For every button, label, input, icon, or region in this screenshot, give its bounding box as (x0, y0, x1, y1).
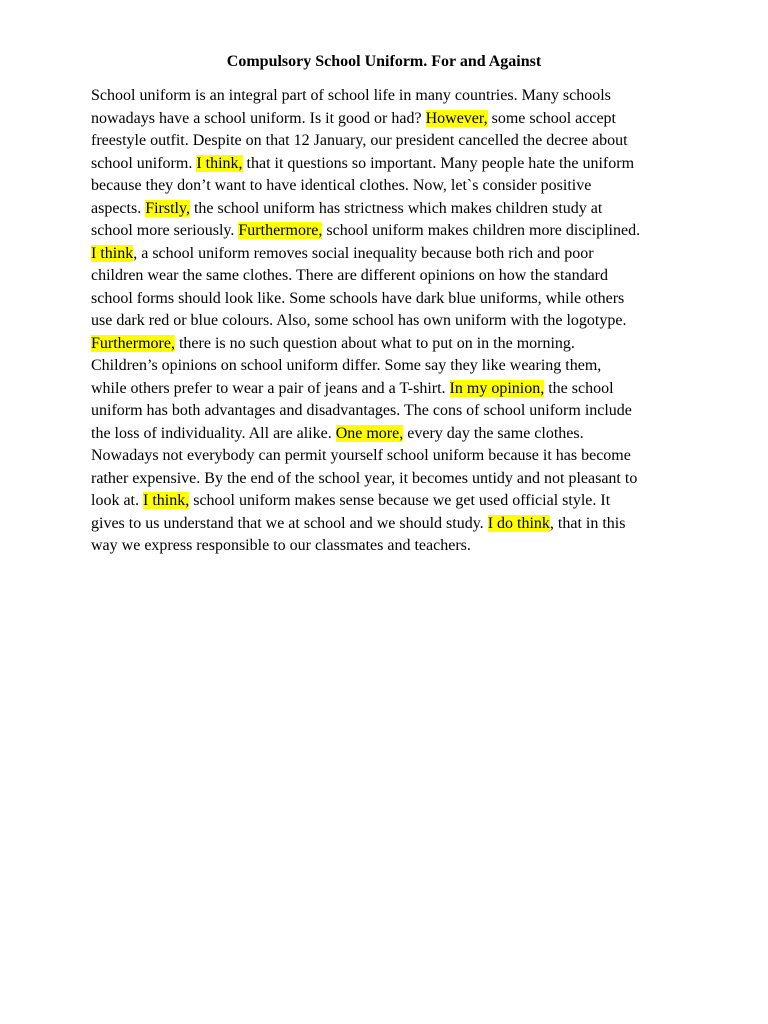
highlighted-phrase: Firstly, (145, 199, 190, 217)
text-line (91, 378, 731, 401)
text-segment: some school accept (487, 109, 616, 127)
text-line (91, 130, 731, 153)
text-line (91, 490, 731, 513)
text-line (91, 175, 731, 198)
text-line (91, 333, 731, 356)
text-segment: rather expensive. By the end of the school year, it becomes untidy and not pleasant to (91, 469, 638, 487)
highlighted-phrase: In my opinion, (449, 379, 545, 397)
highlighted-phrase: Furthermore, (238, 222, 323, 239)
text-line (91, 468, 731, 491)
document-body (91, 85, 731, 558)
text-segment: school uniform makes children more disciplined. (322, 222, 641, 239)
text-segment: use dark red or blue colours. Also, some school has own uniform with the logotype. (91, 312, 627, 329)
text-line (91, 445, 731, 468)
text-line (91, 153, 731, 176)
text-segment: gives to us understand that we at school and we should study. (91, 514, 488, 532)
text-segment: aspects. (91, 199, 146, 217)
text-line (91, 423, 731, 446)
text-segment: , that in this (549, 514, 626, 532)
highlighted-phrase: I do think (487, 514, 550, 532)
highlighted-phrase: However, (425, 109, 488, 127)
text-line (91, 535, 731, 558)
text-line (91, 85, 731, 108)
text-segment: look at. (91, 492, 143, 509)
text-line (91, 220, 731, 243)
text-line (91, 243, 731, 266)
text-segment: school more seriously. (91, 222, 239, 239)
text-line (91, 400, 731, 423)
text-segment: school uniform makes sense because we get used official style. It (189, 492, 611, 509)
highlighted-phrase: I think (91, 244, 134, 262)
text-segment: uniform has both advantages and disadvantages. The cons of school uniform include (91, 402, 632, 419)
text-segment: because they don’t want to have identical clothes. Now, let`s consider positive (91, 177, 592, 194)
text-segment: there is no such question about what to put on in the morning. (174, 334, 575, 352)
text-segment: , a school uniform removes social inequality because both rich and poor (133, 244, 594, 262)
text-line (91, 108, 731, 131)
text-line (91, 288, 731, 311)
text-line (91, 513, 731, 536)
text-segment: that it questions so important. Many people hate the uniform (242, 154, 635, 172)
text-segment: the loss of individuality. All are alike. (91, 424, 336, 442)
text-line (91, 198, 731, 221)
text-segment: School uniform is an integral part of school life in many countries. Many schools (91, 87, 611, 104)
text-segment: Children’s opinions on school uniform differ. Some say they like wearing them, (91, 357, 602, 374)
text-line (91, 310, 731, 333)
text-segment: freestyle outfit. Despite on that 12 January, our president cancelled the decree about (91, 132, 628, 149)
text-segment: the school (544, 379, 614, 397)
text-line (91, 265, 731, 288)
text-segment: every day the same clothes. (403, 424, 584, 442)
text-segment: the school uniform has strictness which makes children study at (189, 199, 603, 217)
highlighted-phrase: One more, (335, 424, 404, 442)
text-segment: while others prefer to wear a pair of jeans and a T-shirt. (91, 379, 450, 397)
highlighted-phrase: I think, (196, 154, 243, 172)
text-segment: school uniform. (91, 154, 197, 172)
text-segment: way we express responsible to our classmates and teachers. (91, 537, 471, 554)
document-title: Compulsory School Uniform. For and Against (226, 53, 542, 70)
text-segment: school forms should look like. Some schools have dark blue uniforms, while others (91, 289, 625, 307)
highlighted-phrase: Furthermore, (91, 334, 175, 352)
text-segment: children wear the same clothes. There are different opinions on how the standard (91, 267, 609, 284)
text-segment: Nowadays not everybody can permit yourself school uniform because it has become (91, 447, 631, 464)
text-segment: nowadays have a school uniform. Is it good or had? (91, 109, 426, 127)
highlighted-phrase: I think, (143, 492, 190, 509)
text-line (91, 355, 731, 378)
